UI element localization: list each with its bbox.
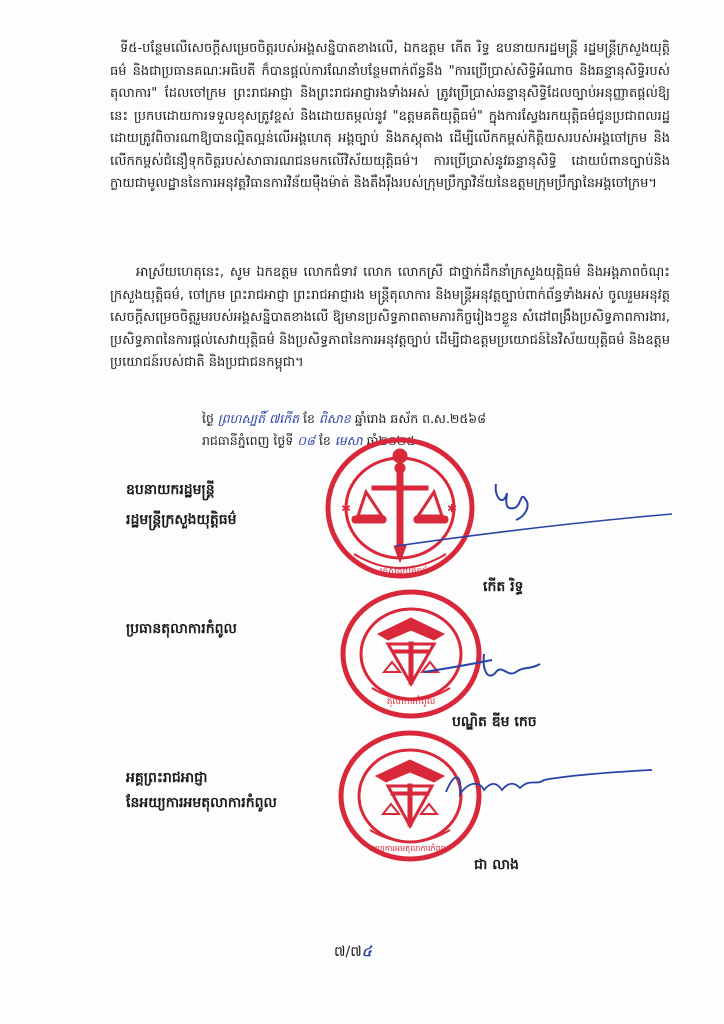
day-handwritten: ០៨: [297, 433, 315, 448]
signatory-2-name: បណ្ឌិត ឌីម កេច: [452, 714, 537, 730]
signature-1: [376, 476, 676, 556]
page-number-printed: ៧/៧: [334, 944, 362, 960]
body-paragraph-2: អាស្រ័យហេតុនេះ, សូម ឯកឧត្តម លោកជំទាវ លោក លោកស្រី ជាថ្នាក់ដឹកនាំក្រសួងយុត្តិធម៌ និងអង្គភាពចំណុះក្រសួងយុត្តិធម៌, ចៅក្រម ព្រះរាជអាជ្ញា ព្រះរាជអាជ្ញារង មន្ត្រីតុលាការ និងមន្ត្រីអនុវត្តច្បាប់ពាក់ព័ន្ធទាំងអស់ ចូលរួមអនុវត្តសេចក្តីសម្រេចចិត្តរួមរបស់អង្គសន្និបាតខាងលើ ឱ្យមានប្រសិទ្ធភាពតាមភារកិច្ចរៀងៗខ្លួន សំដៅពង្រឹងប្រសិទ្ធភាពការងារ, ប្រសិទ្ធភាពនៃការផ្តល់សេវាយុត្តិធម៌ និងប្រសិទ្ធភាពនៃការអនុវត្តច្បាប់ ដើម្បីជាឧត្តមប្រយោជន៍នៃវិស័យយុត្តិធម៌ និងឧត្តមប្រយោជន៍របស់ជាតិ និងប្រជាជនកម្ពុជា។: [110, 265, 670, 370]
signatory-3-title-line-1: អគ្គព្រះរាជអាជ្ញា: [126, 770, 208, 786]
signatory-1-seal-text: ក្រសួងយុត្តិធម៌: [379, 567, 429, 577]
lunar-month-handwritten: ពិសាខ: [318, 411, 351, 426]
lunar-date-line: [202, 409, 542, 429]
year-text: ឆ្នាំ២០២៥: [366, 433, 416, 448]
signatory-1-name: កើត រិទ្ធ: [483, 579, 524, 595]
lunar-year-text: ឆ្នាំរោង ឆស័ក ព.ស.២៥៦៨: [354, 411, 486, 426]
lunar-month-label: ខែ: [303, 411, 315, 426]
signatory-2-seal-text: តុលាការកំពូល: [386, 697, 436, 707]
signatory-3-name: ជា លាង: [474, 857, 519, 873]
signature-3: [440, 766, 660, 806]
month-handwritten: មេសា: [334, 433, 363, 448]
lunar-day-handwritten: ព្រហស្បតិ៍ ៧កើត: [217, 411, 300, 426]
city-date-prefix: រាជធានីភ្នំពេញ ថ្ងៃទី: [202, 433, 294, 448]
signatory-2-title: ប្រធានតុលាការកំពូល: [126, 621, 237, 637]
svg-text:*: *: [448, 501, 456, 520]
signatory-1-title-line-2: រដ្ឋមន្ត្រីក្រសួងយុត្តិធម៌: [126, 512, 237, 528]
signatory-3-title-line-2: នែអយ្យការអមតុលាការកំពូល: [126, 795, 277, 811]
body-paragraph-1: ទី៥-បន្ថែមលើសេចក្តីសម្រេចចិត្តរបស់អង្គសន្និបាតខាងលើ, ឯកឧត្តម កើត រិទ្ធ ឧបនាយករដ្ឋមន្ត្រី រដ្ឋមន្ត្រីក្រសួងយុត្តិធម៌ និងជាប្រធានគណៈអធិបតី ក៏បានផ្តល់ការណែនាំបន្ថែមពាក់ព័ន្ធនឹង "ការប្រើប្រាស់សិទ្ធិអំណាច និងឆន្ទានុសិទ្ធិរបស់តុលាការ" ដែលចៅក្រម ព្រះរាជអាជ្ញា និងព្រះរាជអាជ្ញារងទាំងអស់ ត្រូវប្រើប្រាស់ឆន្ទានុសិទ្ធិដែលច្បាប់អនុញ្ញាតផ្តល់ឱ្យនេះ ប្រកបដោយការទទួលខុសត្រូវខ្ពស់ និងដោយតម្កល់នូវ "ឧត្តមគតិយុត្តិធម៌" ក្នុងការស្វែងរកយុត្តិធម៌ជូនប្រជាពលរដ្ឋ ដោយត្រូវពិចារណាឱ្យបានល្អិតល្អន់លើអង្គហេតុ អង្គច្បាប់ និងភស្តុតាង ដើម្បីលើកកម្ពស់កិត្តិយសរបស់អង្គចៅក្រម និងលើកកម្ពស់ជំនឿទុកចិត្តរបស់សាធារណជនមកលើវិស័យយុត្តិធម៌។ ការប្រើប្រាស់នូវឆន្ទានុសិទ្ធិ ដោយបំពានច្បាប់និងក្លាយជាមូលដ្ឋាននៃការអនុវត្តវិធានការវិន័យម៉ឺងម៉ាត់ និងតឹងរ៉ឹងរបស់ក្រុមប្រឹក្សាវិន័យនៃឧត្តមក្រុមប្រឹក្សានៃអង្គចៅក្រម។: [110, 41, 670, 191]
signature-2: [420, 642, 570, 692]
page-number-handwritten: ៤: [361, 944, 372, 960]
signatory-1-title-line-1: ឧបនាយករដ្ឋមន្ត្រី: [126, 482, 215, 498]
month-label: ខែ: [318, 433, 331, 448]
lunar-date-prefix: ថ្ងៃ: [202, 411, 214, 426]
svg-text:*: *: [342, 501, 350, 520]
signatory-3-seal-text: អយ្យការអមតុលាការកំពូល: [369, 844, 449, 853]
page-number: [334, 942, 372, 963]
